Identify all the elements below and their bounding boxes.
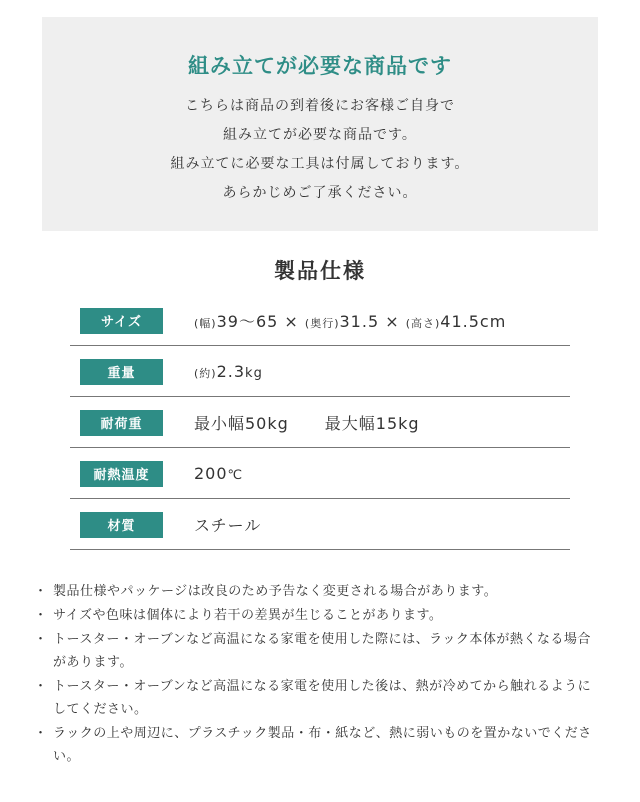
spec-label-load: 耐荷重 (80, 410, 163, 436)
spec-label-material: 材質 (80, 512, 163, 538)
note-item: ・ サイズや色味は個体により若干の差異が生じることがあります。 (38, 604, 598, 627)
spec-value-size (194, 309, 506, 332)
note-item: ・ 製品仕様やパッケージは改良のため予告なく変更される場合があります。 (38, 580, 598, 603)
notice-title: 組み立てが必要な商品です (188, 54, 452, 78)
width-label: (幅) (194, 317, 217, 330)
assembly-notice-box (42, 17, 598, 231)
spec-table (70, 296, 570, 551)
load-min: 最小幅50kg (194, 414, 289, 433)
depth-label: (奥行) (304, 317, 340, 330)
spec-label-heat: 耐熱温度 (80, 461, 163, 487)
height-value: 41.5cm (440, 312, 507, 331)
spec-label-size: サイズ (80, 308, 163, 334)
weight-unit: kg (245, 366, 263, 381)
notice-line: 組み立てが必要な商品です。 (223, 127, 417, 143)
spec-row-load (70, 398, 570, 448)
note-item: ・ トースター・オーブンなど高温になる家電を使用した後は、熱が冷めてから触れるようにしてください。 (38, 675, 598, 721)
note-item: ・ ラックの上や周辺に、プラスチック製品・布・紙など、熱に弱いものを置かないでください。 (38, 722, 598, 768)
spec-value-weight (194, 362, 263, 381)
spec-title: 製品仕様 (274, 259, 366, 283)
notice-line: 組み立てに必要な工具は付属しております。 (170, 156, 470, 172)
spec-row-material (70, 500, 570, 550)
heat-unit: ℃ (227, 468, 244, 483)
spec-value-material: スチール (194, 516, 262, 535)
spec-row-heat (70, 449, 570, 499)
height-label: (高さ) (405, 317, 441, 330)
notice-line: こちらは商品の到着後にお客様ご自身で (185, 98, 455, 114)
notes-list (38, 580, 598, 769)
spec-row-weight (70, 347, 570, 397)
note-item: ・ トースター・オーブンなど高温になる家電を使用した際には、ラック本体が熱くなる場合があります。 (38, 628, 598, 674)
heat-number: 200 (194, 464, 228, 483)
notice-body (42, 92, 598, 208)
spec-value-heat (194, 464, 243, 483)
spec-row-size (70, 296, 570, 346)
spec-label-weight: 重量 (80, 359, 163, 385)
load-max: 最大幅15kg (324, 414, 420, 433)
depth-value: 31.5 × (339, 312, 406, 331)
approx-label: (約) (194, 367, 217, 380)
spec-value-load (194, 411, 420, 434)
notice-line: あらかじめご了承ください。 (222, 185, 418, 201)
weight-number: 2.3 (216, 362, 246, 381)
width-value: 39〜65 × (216, 312, 305, 331)
